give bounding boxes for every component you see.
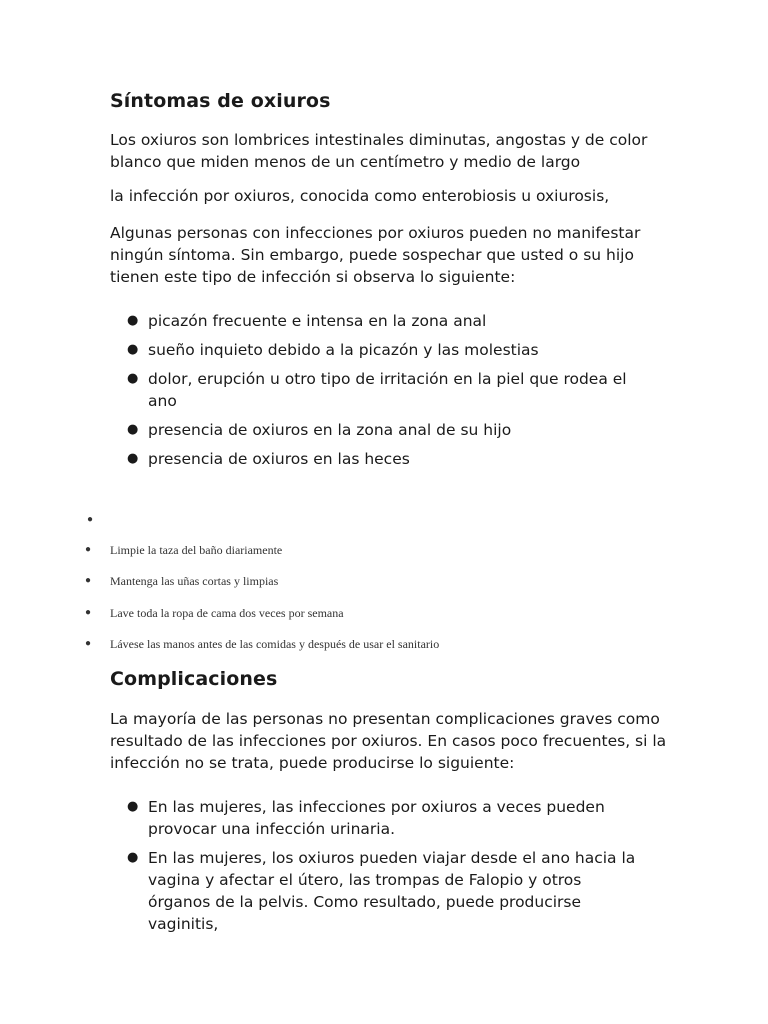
symptoms-list — [0, 310, 648, 470]
symptoms-intro-paragraph: Algunas personas con infecciones por oxiuros pueden no manifestar ningún síntoma. Sin embargo, puede sospechar que usted o su hijo tienen este tipo de infección si observa lo siguiente: — [110, 224, 641, 286]
list-item: ● Lave toda la ropa de cama dos veces por semana — [85, 606, 344, 620]
section-title-symptoms: Síntomas de oxiuros — [110, 90, 331, 112]
bullet-icon: ● — [127, 313, 139, 328]
bullet-icon: ● — [127, 850, 139, 865]
list-item: ● dolor, erupción u otro tipo de irritación en la piel que rodea el ano — [127, 370, 627, 410]
list-item: ● picazón frecuente e intensa en la zona anal — [127, 312, 487, 330]
bullet-icon: ● — [127, 371, 139, 386]
bullet-icon: ● — [87, 514, 94, 525]
infection-name-paragraph: la infección por oxiuros, conocida como enterobiosis u oxiurosis, — [110, 187, 610, 205]
bullet-icon: ● — [85, 607, 92, 618]
bullet-icon: ● — [127, 451, 139, 466]
bullet-icon: ● — [85, 575, 92, 586]
list-item: ● En las mujeres, las infecciones por oxiuros a veces pueden provocar una infección urinaria. — [127, 798, 605, 838]
complications-list — [0, 796, 648, 935]
list-item: ● Limpie la taza del baño diariamente — [85, 543, 283, 557]
bullet-icon: ● — [127, 422, 139, 437]
list-item: ● sueño inquieto debido a la picazón y las molestias — [127, 341, 539, 359]
list-item: ● presencia de oxiuros en la zona anal de su hijo — [127, 421, 512, 439]
list-item: ● Mantenga las uñas cortas y limpias — [85, 574, 279, 588]
section-title-complications: Complicaciones — [110, 668, 278, 690]
bullet-icon: ● — [127, 342, 139, 357]
bullet-icon: ● — [127, 799, 139, 814]
list-item: ● Lávese las manos antes de las comidas y después de usar el sanitario — [85, 637, 440, 651]
intro-paragraph: Los oxiuros son lombrices intestinales diminutas, angostas y de color blanco que miden menos de un centímetro y medio de largo — [110, 131, 648, 171]
bullet-icon: ● — [85, 638, 92, 649]
complications-intro-paragraph: La mayoría de las personas no presentan complicaciones graves como resultado de las infecciones por oxiuros. En casos poco frecuentes, si la infección no se trata, puede producirse lo siguiente: — [110, 710, 667, 772]
list-item: ● En las mujeres, los oxiuros pueden viajar desde el ano hacia la vagina y afectar el útero, las trompas de Falopio y otros órganos de la pelvis. Como resultado, puede producirse vaginitis, — [127, 849, 636, 933]
list-item: ● presencia de oxiuros en las heces — [127, 450, 410, 468]
bullet-icon: ● — [85, 544, 92, 555]
